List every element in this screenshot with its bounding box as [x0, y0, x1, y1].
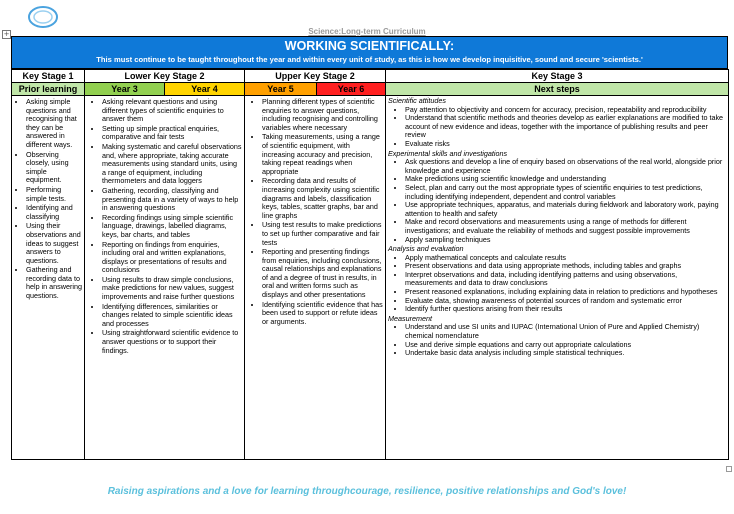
list-item: • Evaluate risks — [405, 140, 726, 149]
list-item: • Ask questions and develop a line of enquiry based on observations of the real world, alongside prior knowledge and experience — [405, 158, 726, 175]
list-item: • Select, plan and carry out the most appropriate types of scientific enquiries to test predictions, including identifying independent, dependent and control variables — [405, 184, 726, 201]
ks3-heading-experimental: Experimental skills and investigations — [388, 148, 508, 158]
list-item: • Asking relevant questions and using different types of scientific enquiries to answer them — [102, 98, 242, 124]
document-title: Science:Long-term Curriculum — [308, 27, 426, 36]
list-item: • Making systematic and careful observations and, where appropriate, taking accurate measurements using standard units, using a range of equipment, including thermometers and data loggers — [102, 143, 242, 186]
ks1-list — [12, 98, 84, 301]
lks2-cell — [85, 96, 245, 460]
list-item: • Identifying scientific evidence that has been used to support or refute ideas or arguments. — [262, 301, 383, 327]
list-item: • Identifying and classifying — [26, 204, 82, 221]
banner-subtitle: This must continue to be taught throughout the year and within every unit of study, as this is how we develop inquisitive, sound and secure 'scientists.' — [96, 55, 643, 64]
table-resize-handle-icon[interactable] — [726, 466, 732, 472]
ks3-heading-measurement: Measurement — [388, 313, 432, 323]
ks3-list-measurement — [386, 323, 728, 357]
list-item: • Identifying differences, similarities or changes related to simple scientific ideas and processes — [102, 303, 242, 329]
list-item: • Pay attention to objectivity and concern for accuracy, precision, repeatability and reproducibility — [405, 106, 726, 115]
uks2-cell — [245, 96, 386, 460]
list-item: • Performing simple tests. — [26, 186, 82, 203]
list-item: • Using their observations and ideas to suggest answers to questions. — [26, 222, 82, 265]
list-item: • Identify further questions arising from their results — [405, 305, 726, 314]
ks1-cell — [12, 96, 85, 460]
list-item: • Present observations and data using appropriate methods, including tables and graphs — [405, 262, 726, 271]
header-ks1: Key Stage 1 — [12, 70, 85, 83]
list-item: • Using straightforward scientific evidence to answer questions or to support their findings. — [102, 329, 242, 355]
list-item: • Taking measurements, using a range of scientific equipment, with increasing accuracy and precision, taking repeat readings when appropriate — [262, 133, 383, 176]
header-uks2: Upper Key Stage 2 — [245, 70, 386, 83]
year-3: Year 3 — [85, 83, 165, 96]
ks3-list-attitudes — [386, 106, 728, 149]
ks3-cell — [386, 96, 729, 460]
ks3-heading-attitudes: Scientific attitudes — [388, 96, 446, 105]
lks2-list — [85, 98, 244, 355]
ks3-heading-analysis: Analysis and evaluation — [388, 244, 464, 254]
list-item: • Recording data and results of increasing complexity using scientific diagrams and labels, classification keys, tables, scatter graphs, bar and line graphs — [262, 177, 383, 220]
ks3-list-experimental — [386, 158, 728, 244]
list-item: • Apply sampling techniques — [405, 236, 726, 245]
year-5: Year 5 — [245, 83, 317, 96]
curriculum-sheet — [11, 36, 728, 468]
list-item: • Observing closely, using simple equipment. — [26, 151, 82, 185]
year-next-steps: Next steps — [386, 83, 729, 96]
year-row — [12, 83, 729, 96]
list-item: • Understand that scientific methods and theories develop as earlier explanations are modified to take account of new evidence and ideas, together with the importance of publishing results and peer review — [405, 114, 726, 140]
key-stage-header-row — [12, 70, 729, 83]
ks3-list-analysis — [386, 254, 728, 314]
header-ks3: Key Stage 3 — [386, 70, 729, 83]
list-item: • Asking simple questions and recognising that they can be answered in different ways. — [26, 98, 82, 150]
content-row — [12, 96, 729, 460]
list-item: • Using test results to make predictions to set up further comparative and fair tests — [262, 221, 383, 247]
list-item: • Use appropriate techniques, apparatus, and materials during fieldwork and laboratory work, paying attention to health and safety — [405, 201, 726, 218]
curriculum-table — [11, 69, 729, 460]
list-item: • Make and record observations and measurements using a range of methods for different investigations; and evaluate the reliability of methods and suggest possible improvements — [405, 218, 726, 235]
working-scientifically-banner — [11, 36, 728, 69]
list-item: • Undertake basic data analysis including simple statistical techniques. — [405, 349, 726, 358]
header-lks2: Lower Key Stage 2 — [85, 70, 245, 83]
list-item: • Gathering, recording, classifying and presenting data in a variety of ways to help in answering questions — [102, 187, 242, 213]
list-item: • Recording findings using simple scientific language, drawings, labelled diagrams, keys, bar charts, and tables — [102, 214, 242, 240]
footer-motto: Raising aspirations and a love for learning throughcourage, resilience, positive relationships and God's love! — [107, 486, 627, 497]
list-item: • Planning different types of scientific enquiries to answer questions, including recognising and controlling variables where necessary — [262, 98, 383, 132]
list-item: • Gathering and recording data to help in answering questions. — [26, 266, 82, 300]
list-item: • Apply mathematical concepts and calculate results — [405, 254, 726, 263]
list-item: • Interpret observations and data, including identifying patterns and using observations, measurements and data to draw conclusions — [405, 271, 726, 288]
year-prior-learning: Prior learning — [12, 83, 85, 96]
list-item: • Make predictions using scientific knowledge and understanding — [405, 175, 726, 184]
list-item: • Present reasoned explanations, including explaining data in relation to predictions and hypotheses — [405, 288, 726, 297]
year-4: Year 4 — [165, 83, 245, 96]
year-6: Year 6 — [317, 83, 386, 96]
list-item: • Evaluate data, showing awareness of potential sources of random and systematic error — [405, 297, 726, 306]
uks2-list — [245, 98, 385, 326]
list-item: • Understand and use SI units and IUPAC (International Union of Pure and Applied Chemistry) chemical nomenclature — [405, 323, 726, 340]
list-item: • Setting up simple practical enquiries, comparative and fair tests — [102, 125, 242, 142]
list-item: • Using results to draw simple conclusions, make predictions for new values, suggest improvements and raise further questions — [102, 276, 242, 302]
table-move-handle-icon[interactable]: + — [3, 30, 10, 38]
school-logo-icon — [28, 6, 58, 28]
list-item: • Use and derive simple equations and carry out appropriate calculations — [405, 341, 726, 350]
list-item: • Reporting and presenting findings from enquiries, including conclusions, causal relationships and explanations of and a degree of trust in results, in oral and written forms such as displays and other presentations — [262, 248, 383, 300]
banner-title: WORKING SCIENTIFICALLY: — [284, 39, 455, 53]
list-item: • Reporting on findings from enquiries, including oral and written explanations, displays or presentations of results and conclusions — [102, 241, 242, 275]
